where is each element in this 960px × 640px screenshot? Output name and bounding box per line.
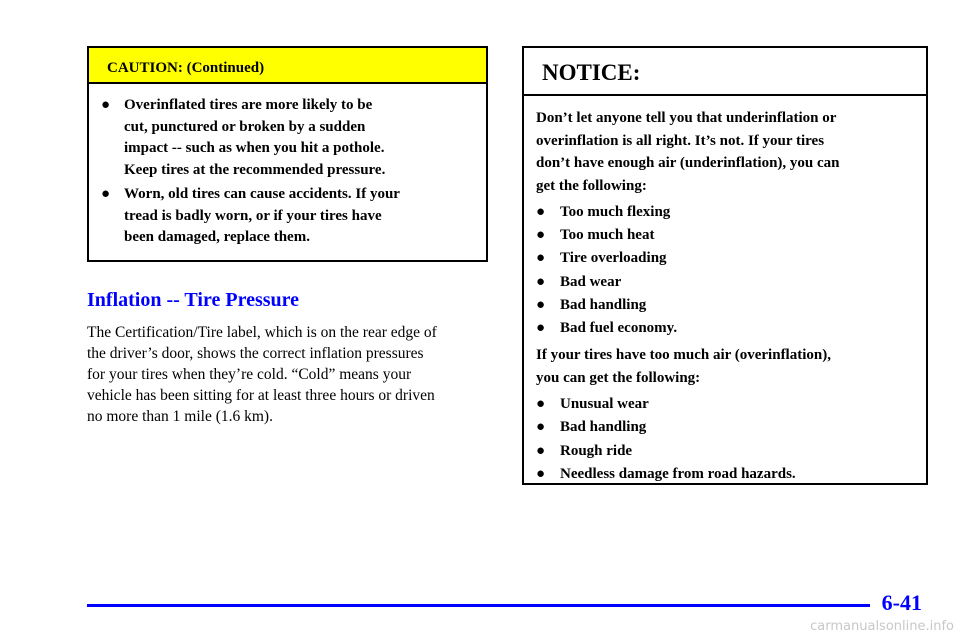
page-number: 6-41 [881, 590, 922, 615]
bullet-icon: ● [101, 97, 111, 113]
list-item-label: Bad handling [560, 419, 647, 436]
list-item [536, 463, 916, 486]
list-item [536, 294, 916, 317]
notice-line: don’t have enough air (underinflation), you can [536, 155, 840, 171]
section-body-line: the driver’s door, shows the correct inflation pressures [87, 345, 424, 362]
section-title: Inflation -- Tire Pressure [87, 289, 300, 311]
caution-item [101, 184, 486, 249]
notice-line: overinflation is all right. It’s not. If your tires [536, 132, 825, 149]
list-item-label: Too much heat [560, 227, 655, 244]
section-body-line: vehicle has been sitting for at least three hours or driven [87, 387, 435, 404]
caution-item-line: cut, punctured or broken by a sudden [124, 118, 366, 135]
caution-box [87, 46, 488, 262]
notice-paragraph [536, 107, 916, 197]
list-item [536, 317, 916, 340]
underinflation-list [536, 201, 916, 340]
caution-title: CAUTION: (Continued) [89, 48, 486, 84]
caution-item-line: tread is badly worn, or if your tires have [124, 207, 382, 224]
notice-paragraph [536, 344, 916, 389]
caution-item-line: been damaged, replace them. [124, 229, 310, 245]
list-item [536, 440, 916, 463]
notice-line: Don’t let anyone tell you that underinflation or [536, 110, 837, 126]
overinflation-list [536, 393, 916, 486]
list-item [536, 416, 916, 439]
bullet-icon: ● [536, 204, 546, 220]
notice-line: If your tires have too much air (overinflation), [536, 347, 831, 364]
list-item [536, 224, 916, 247]
bullet-icon: ● [536, 320, 546, 337]
notice-line: you can get the following: [536, 369, 701, 386]
bullet-icon: ● [536, 250, 546, 267]
list-item-label: Bad fuel economy. [560, 320, 678, 337]
list-item-label: Needless damage from road hazards. [560, 465, 796, 482]
list-item [536, 271, 916, 294]
caution-list [89, 84, 486, 249]
section-body [87, 322, 497, 427]
notice-title: NOTICE: [524, 48, 926, 96]
list-item [536, 201, 916, 224]
list-item [536, 247, 916, 270]
footer-rule [87, 604, 870, 607]
caution-item-line: impact -- such as when you hit a pothole. [124, 140, 385, 156]
list-item [536, 393, 916, 416]
caution-item-line: Keep tires at the recommended pressure. [124, 161, 386, 178]
list-item-label: Unusual wear [560, 396, 649, 413]
caution-item-line: Overinflated tires are more likely to be [124, 97, 373, 113]
section-body-line: The Certification/Tire label, which is on the rear edge of [87, 324, 437, 341]
bullet-icon: ● [536, 442, 546, 459]
section-body-line: for your tires when they’re cold. “Cold” means your [87, 366, 412, 383]
caution-item-line: Worn, old tires can cause accidents. If your [124, 186, 400, 202]
list-item-label: Tire overloading [560, 250, 667, 267]
list-item-label: Bad wear [560, 273, 622, 290]
list-item-label: Too much flexing [560, 204, 671, 220]
bullet-icon: ● [536, 419, 546, 436]
section-body-line: no more than 1 mile (1.6 km). [87, 408, 273, 425]
bullet-icon: ● [536, 273, 546, 290]
list-item-label: Bad handling [560, 296, 647, 313]
bullet-icon: ● [101, 186, 111, 202]
bullet-icon: ● [536, 465, 546, 482]
notice-box [522, 46, 928, 485]
caution-item [101, 95, 486, 181]
bullet-icon: ● [536, 396, 546, 413]
notice-line: get the following: [536, 177, 647, 194]
list-item-label: Rough ride [560, 442, 633, 459]
bullet-icon: ● [536, 296, 546, 313]
bullet-icon: ● [536, 227, 546, 244]
notice-content [524, 96, 926, 486]
watermark: carmanualsonline.info [810, 619, 954, 634]
